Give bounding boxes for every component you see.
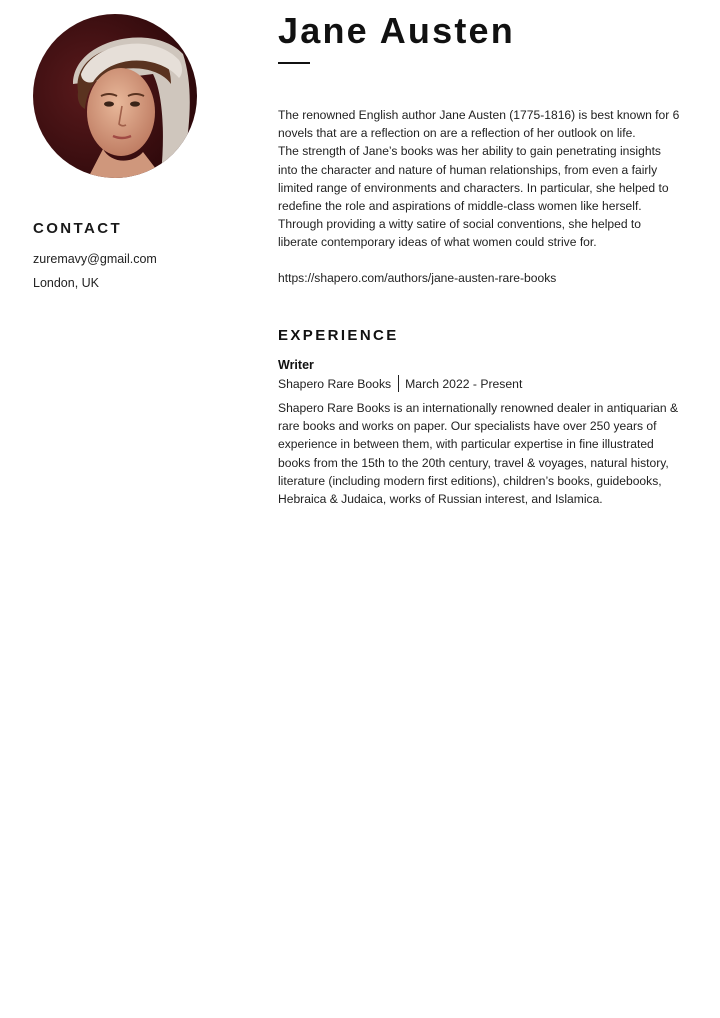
summary-paragraph: The renowned English author Jane Austen (1775-1816) is best known for 6 novels that are a reflection on are a reflection of her outlook on life. [278, 108, 680, 141]
experience-heading: EXPERIENCE [278, 327, 399, 344]
contact-heading: CONTACT [33, 220, 123, 237]
website-link[interactable]: https://shapero.com/authors/jane-austen-rare-books [278, 271, 557, 285]
job-meta-separator [398, 375, 399, 392]
summary-section [278, 106, 682, 252]
contact-location: London, UK [33, 276, 100, 290]
contact-email[interactable]: zuremavy@gmail.com [33, 252, 157, 266]
job-dates: March 2022 - Present [405, 376, 523, 391]
title-divider [278, 62, 310, 64]
job-company: Shapero Rare Books [278, 376, 392, 391]
summary-paragraph: The strength of Jane’s books was her ability to gain penetrating insights into the character and nature of human relationships, from even a fairly limited range of environments and characters. In particular, she helped to redefine the role and aspirations of middle-class women like herself. Through providing a witty satire of social conventions, she helped to liberate contemporary ideas of what women could strive for. [278, 144, 669, 250]
job-title: Writer [278, 358, 314, 372]
page-title: Jane Austen [278, 10, 515, 51]
portrait-photo-icon [33, 14, 197, 178]
job-meta [278, 375, 522, 392]
job-description: Shapero Rare Books is an internationally renowned dealer in antiquarian & rare books and works on paper. Our specialists have over 250 years of experience in between them, with particular expertise in fine illustrated books from the 15th to the 20th century, travel & voyages, natural history, literature (including modern first editions), children’s books, guidebooks, Hebraica & Judaica, works of Russian interest, and Islamica. [278, 401, 679, 507]
avatar [33, 14, 197, 178]
